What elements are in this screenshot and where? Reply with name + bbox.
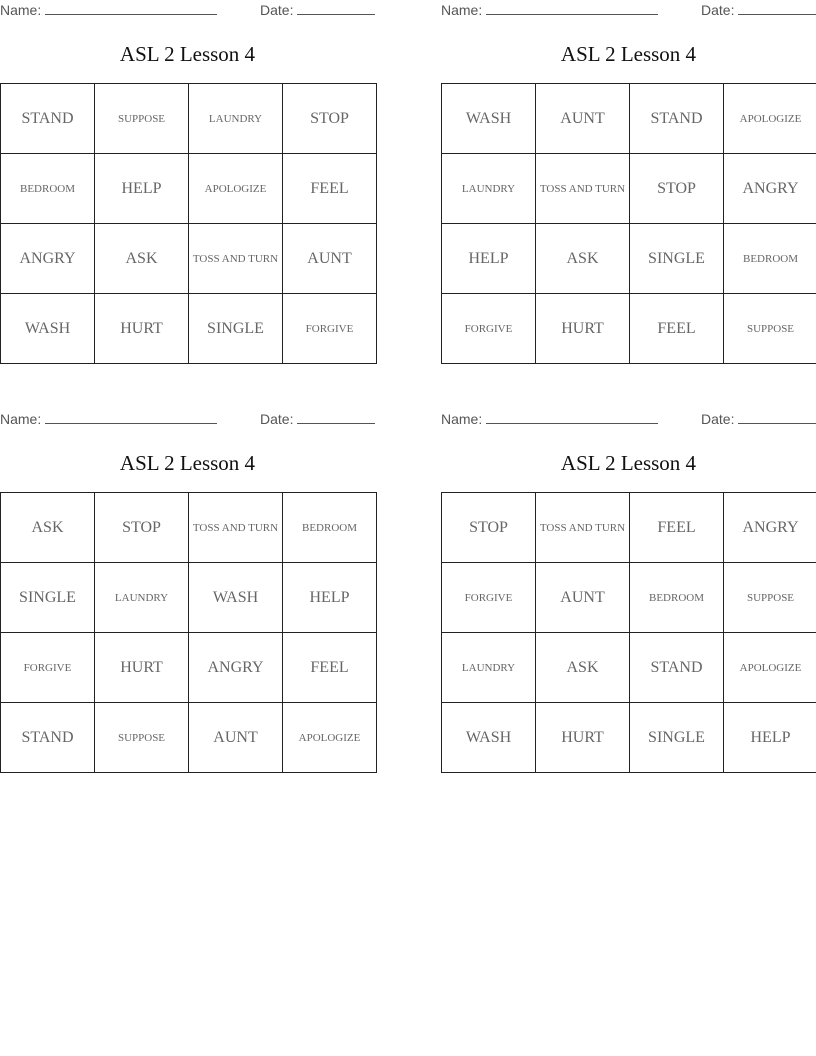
grid-row — [442, 84, 816, 154]
card-header — [441, 409, 816, 429]
bingo-cell[interactable]: FORGIVE — [1, 633, 95, 703]
bingo-cell[interactable]: BEDROOM — [1, 154, 95, 224]
bingo-cell[interactable]: AUNT — [189, 703, 283, 773]
name-field[interactable] — [441, 2, 658, 18]
date-label: Date: — [260, 411, 294, 427]
grid-row — [1, 633, 377, 703]
bingo-cell[interactable]: ANGRY — [189, 633, 283, 703]
grid-row — [1, 563, 377, 633]
bingo-cell[interactable]: ASK — [1, 493, 95, 563]
date-field[interactable] — [260, 2, 375, 18]
bingo-cell[interactable]: TOSS AND TURN — [189, 224, 283, 294]
bingo-cell[interactable]: HELP — [442, 224, 536, 294]
bingo-cell[interactable]: APOLOGIZE — [189, 154, 283, 224]
bingo-cell[interactable]: ANGRY — [724, 493, 816, 563]
bingo-cell[interactable]: ASK — [536, 633, 630, 703]
grid-row — [442, 294, 816, 364]
bingo-cell[interactable]: LAUNDRY — [442, 154, 536, 224]
bingo-cell[interactable]: SUPPOSE — [724, 563, 816, 633]
bingo-cell[interactable]: FORGIVE — [442, 563, 536, 633]
card-title: ASL 2 Lesson 4 — [560, 42, 697, 66]
card-header — [0, 0, 375, 20]
grid-row — [442, 703, 816, 773]
name-label: Name: — [0, 2, 42, 18]
bingo-grid — [0, 492, 377, 773]
grid-row — [442, 633, 816, 703]
bingo-grid — [441, 492, 816, 773]
date-blank-line[interactable] — [297, 2, 375, 15]
date-field[interactable] — [260, 411, 375, 427]
grid-row — [1, 224, 377, 294]
bingo-cell[interactable]: WASH — [442, 84, 536, 154]
grid-row — [442, 154, 816, 224]
grid-row — [442, 493, 816, 563]
bingo-cell[interactable]: FEEL — [283, 154, 377, 224]
bingo-cell[interactable]: STAND — [630, 84, 724, 154]
name-blank-line[interactable] — [45, 2, 217, 15]
bingo-cell[interactable]: FEEL — [630, 493, 724, 563]
name-blank-line[interactable] — [45, 411, 217, 424]
bingo-cell[interactable]: ANGRY — [724, 154, 816, 224]
bingo-cell[interactable]: ASK — [95, 224, 189, 294]
bingo-cell[interactable]: WASH — [442, 703, 536, 773]
grid-row — [1, 493, 377, 563]
bingo-cell[interactable]: SINGLE — [630, 224, 724, 294]
name-blank-line[interactable] — [486, 2, 658, 15]
date-blank-line[interactable] — [297, 411, 375, 424]
bingo-cell[interactable]: STOP — [442, 493, 536, 563]
name-field[interactable] — [441, 411, 658, 427]
card-header — [0, 409, 375, 429]
bingo-cell[interactable]: ASK — [536, 224, 630, 294]
date-blank-line[interactable] — [738, 411, 816, 424]
bingo-cell[interactable]: FORGIVE — [283, 294, 377, 364]
card-title: ASL 2 Lesson 4 — [119, 451, 256, 475]
bingo-cell[interactable]: SUPPOSE — [95, 84, 189, 154]
name-label: Name: — [0, 411, 42, 427]
bingo-cell[interactable]: SINGLE — [1, 563, 95, 633]
bingo-cell[interactable]: STAND — [1, 703, 95, 773]
name-label: Name: — [441, 411, 483, 427]
bingo-cell[interactable]: BEDROOM — [283, 493, 377, 563]
grid-row — [442, 224, 816, 294]
bingo-cell[interactable]: LAUNDRY — [189, 84, 283, 154]
bingo-cell[interactable]: APOLOGIZE — [283, 703, 377, 773]
bingo-cell[interactable]: APOLOGIZE — [724, 633, 816, 703]
bingo-cell[interactable]: LAUNDRY — [442, 633, 536, 703]
grid-row — [1, 294, 377, 364]
bingo-cell[interactable]: HELP — [724, 703, 816, 773]
date-label: Date: — [701, 411, 735, 427]
bingo-cell[interactable]: BEDROOM — [630, 563, 724, 633]
grid-row — [442, 563, 816, 633]
bingo-card-1 — [0, 0, 375, 337]
date-field[interactable] — [701, 411, 816, 427]
bingo-cell[interactable]: FEEL — [283, 633, 377, 703]
card-header — [441, 0, 816, 20]
name-field[interactable] — [0, 2, 217, 18]
bingo-cell[interactable]: FORGIVE — [442, 294, 536, 364]
date-blank-line[interactable] — [738, 2, 816, 15]
bingo-grid — [441, 83, 816, 364]
bingo-cell[interactable]: STOP — [95, 493, 189, 563]
bingo-cell[interactable]: AUNT — [536, 84, 630, 154]
bingo-cell[interactable]: HURT — [536, 703, 630, 773]
date-field[interactable] — [701, 2, 816, 18]
bingo-cell[interactable]: WASH — [1, 294, 95, 364]
bingo-cell[interactable]: BEDROOM — [724, 224, 816, 294]
bingo-cell[interactable]: HELP — [283, 563, 377, 633]
grid-row — [1, 703, 377, 773]
bingo-grid — [0, 83, 377, 364]
bingo-card-2 — [441, 0, 816, 337]
grid-row — [1, 154, 377, 224]
bingo-cell[interactable]: SINGLE — [630, 703, 724, 773]
bingo-cell[interactable]: HELP — [95, 154, 189, 224]
name-field[interactable] — [0, 411, 217, 427]
bingo-cell[interactable]: STAND — [1, 84, 95, 154]
bingo-cell[interactable]: HURT — [95, 633, 189, 703]
bingo-cell[interactable]: WASH — [189, 563, 283, 633]
bingo-card-4 — [441, 409, 816, 746]
bingo-cell[interactable]: AUNT — [283, 224, 377, 294]
bingo-cell[interactable]: FEEL — [630, 294, 724, 364]
bingo-cell[interactable]: HURT — [536, 294, 630, 364]
bingo-cell[interactable]: SUPPOSE — [95, 703, 189, 773]
date-label: Date: — [701, 2, 735, 18]
bingo-cell[interactable]: STOP — [630, 154, 724, 224]
bingo-cell[interactable]: SINGLE — [189, 294, 283, 364]
bingo-cell[interactable]: LAUNDRY — [95, 563, 189, 633]
bingo-cell[interactable]: AUNT — [536, 563, 630, 633]
bingo-cell[interactable]: STOP — [283, 84, 377, 154]
bingo-cell[interactable]: ANGRY — [1, 224, 95, 294]
bingo-cell[interactable]: APOLOGIZE — [724, 84, 816, 154]
date-label: Date: — [260, 2, 294, 18]
bingo-cell[interactable]: STAND — [630, 633, 724, 703]
bingo-cell[interactable]: TOSS AND TURN — [536, 154, 630, 224]
bingo-cell[interactable]: TOSS AND TURN — [536, 493, 630, 563]
bingo-cell[interactable]: SUPPOSE — [724, 294, 816, 364]
grid-row — [1, 84, 377, 154]
name-label: Name: — [441, 2, 483, 18]
bingo-cell[interactable]: HURT — [95, 294, 189, 364]
name-blank-line[interactable] — [486, 411, 658, 424]
card-title: ASL 2 Lesson 4 — [560, 451, 697, 475]
card-title: ASL 2 Lesson 4 — [119, 42, 256, 66]
bingo-card-3 — [0, 409, 375, 746]
bingo-cell[interactable]: TOSS AND TURN — [189, 493, 283, 563]
